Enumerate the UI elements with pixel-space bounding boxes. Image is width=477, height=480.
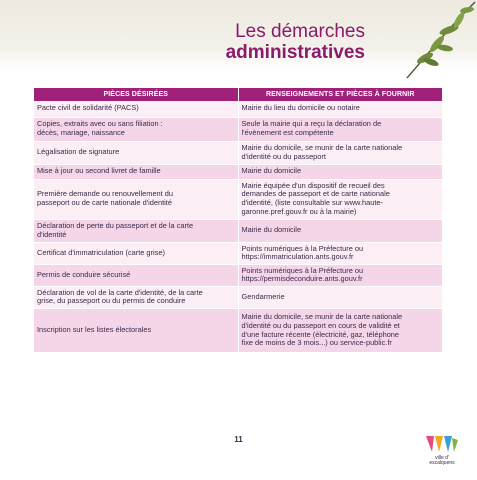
piece-cell: Permis de conduire sécurisé: [34, 264, 238, 286]
table-row: [34, 219, 442, 242]
table-row: [34, 117, 442, 141]
table-row: [34, 242, 442, 264]
info-cell: Gendarmerie: [238, 286, 442, 308]
info-cell: Points numériques à la Préfecture ou https://immatriculation.ants.gouv.fr: [238, 242, 442, 264]
info-cell: Seule la mairie qui a reçu la déclaration de l'évènement est compétente: [238, 117, 442, 141]
info-cell: Points numériques à la Préfecture ou https://permisdeconduire.ants.gouv.fr: [238, 264, 442, 286]
table-row: [34, 309, 442, 353]
page-title: [226, 22, 365, 63]
info-cell: Mairie du domicile: [238, 164, 442, 179]
column-header-renseignements: RENSEIGNEMENTS ET PIÈCES À FOURNIR: [238, 88, 442, 101]
table-header-row: [34, 88, 442, 101]
column-header-pieces: PIÈCES DÉSIRÉES: [34, 88, 238, 101]
info-cell: Mairie équipée d'un dispositif de recueil des demandes de passeport et de carte nationale d'identité, (liste consultable sur www.haute- garonne.pref.gouv.fr ou à la mairie): [238, 179, 442, 219]
info-cell: Mairie du domicile, se munir de la carte nationale d'identité ou du passeport en cours de validité et d'une facture récente (électricité, gaz, téléphone fixe de moins de 3 mois...) ou service-public.fr: [238, 309, 442, 353]
piece-cell: Certificat d'immatriculation (carte grise): [34, 242, 238, 264]
piece-cell: Inscription sur les listes électorales: [34, 309, 238, 353]
title-line-2: administratives: [225, 42, 365, 63]
table-row: [34, 264, 442, 286]
table-row: [34, 101, 442, 117]
page-number: 11: [234, 435, 243, 444]
table-row: [34, 141, 442, 164]
info-cell: Mairie du domicile: [238, 219, 442, 242]
table-body: [34, 101, 442, 353]
table-row: [34, 179, 442, 219]
table-row: [34, 164, 442, 179]
piece-cell: Première demande ou renouvellement du passeport ou de carte nationale d'identité: [34, 179, 238, 219]
info-cell: Mairie du domicile, se munir de la carte nationale d'identité ou du passeport: [238, 141, 442, 164]
town-logo-text: ville d' escalquens: [429, 455, 455, 466]
piece-cell: Pacte civil de solidarité (PACS): [34, 101, 238, 117]
piece-cell: Déclaration de vol de la carte d'identité, de la carte grise, du passeport ou du permis de conduire: [34, 286, 238, 308]
piece-cell: Déclaration de perte du passeport et de la carte d'identité: [34, 219, 238, 242]
procedures-table: [34, 88, 442, 353]
leaf-branch-illustration: [397, 0, 477, 80]
title-line-1: Les démarches: [235, 21, 365, 42]
piece-cell: Mise à jour ou second livret de famille: [34, 164, 238, 179]
info-cell: Mairie du lieu du domicile ou notaire: [238, 101, 442, 117]
piece-cell: Copies, extraits avec ou sans filiation : décès, mariage, naissance: [34, 117, 238, 141]
table-row: [34, 286, 442, 308]
piece-cell: Légalisation de signature: [34, 141, 238, 164]
